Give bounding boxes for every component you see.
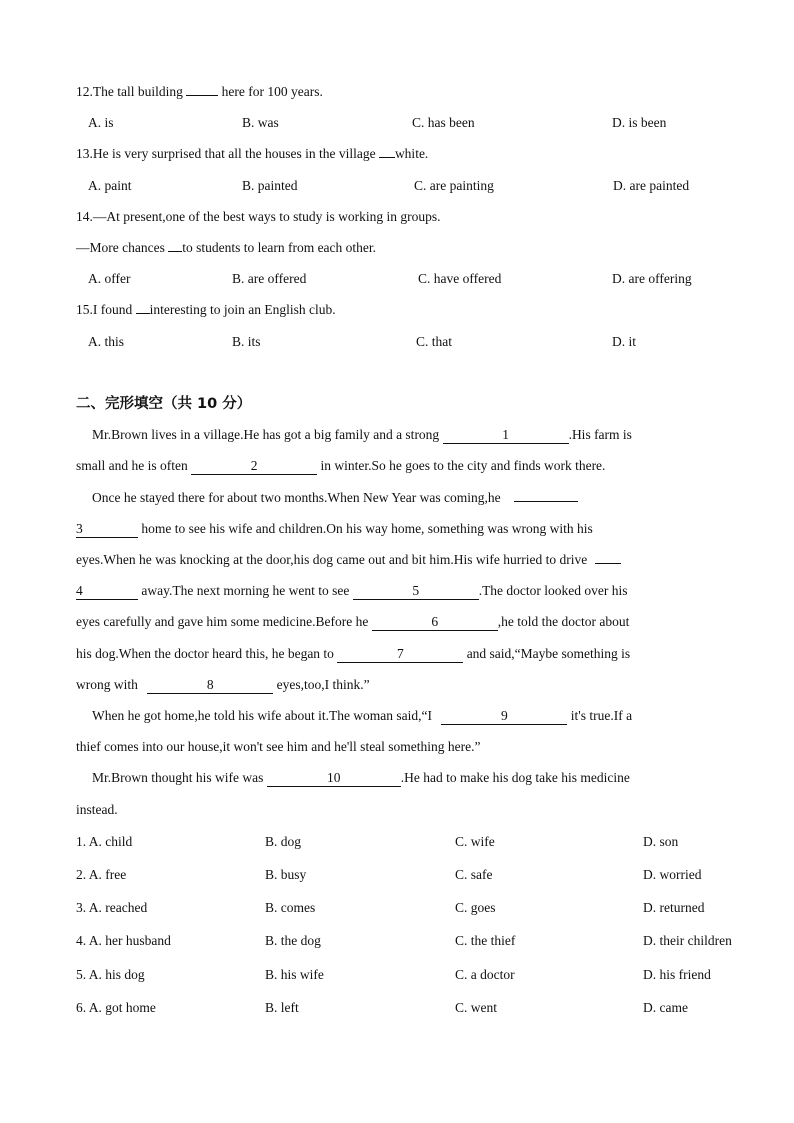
option-c: C. safe	[455, 867, 493, 882]
option-d: D. returned	[643, 900, 705, 915]
option-a: 3. A. reached	[76, 900, 148, 915]
passage-text: Mr.Brown thought his wife was	[92, 770, 264, 785]
cloze-blank-2: 2	[191, 458, 317, 475]
option-b: B. painted	[242, 178, 298, 193]
question-stem-end: white.	[394, 146, 429, 161]
option-a: A. paint	[88, 178, 132, 193]
option-d: D. came	[643, 1000, 688, 1015]
passage-line-8	[76, 644, 630, 664]
option-c: C. goes	[455, 900, 496, 915]
question-15	[76, 300, 336, 320]
question-number: 13.	[76, 146, 93, 161]
option-c: C. that	[416, 334, 452, 349]
option-b: B. dog	[265, 834, 302, 849]
cloze-blank-3: 3	[76, 521, 138, 538]
question-stem-end: here for 100 years.	[221, 84, 323, 99]
passage-line-4	[76, 519, 593, 539]
question-stem: The tall building	[92, 84, 183, 99]
answer-blank	[379, 157, 395, 158]
cloze-options-4	[0, 931, 794, 951]
option-b: B. busy	[265, 867, 307, 882]
answer-blank	[136, 313, 150, 314]
option-c: C. have offered	[418, 271, 502, 286]
passage-line-1	[92, 425, 632, 445]
option-b: B. left	[265, 1000, 299, 1015]
question-15-options	[0, 332, 794, 352]
passage-text: Once he stayed there for about two months.When New Year was coming,he	[92, 490, 501, 505]
option-c: C. wife	[455, 834, 495, 849]
cloze-options-3	[0, 898, 794, 918]
option-d: D. is been	[612, 115, 667, 130]
option-c: C. a doctor	[455, 967, 515, 982]
cloze-options-6	[0, 998, 794, 1018]
passage-text: .The doctor looked over his	[478, 583, 628, 598]
option-b: B. its	[232, 334, 261, 349]
passage-text: .He had to make his dog take his medicine	[400, 770, 630, 785]
question-12-options	[0, 113, 794, 133]
option-a: A. this	[88, 334, 125, 349]
passage-line-6	[76, 581, 628, 601]
question-number: 15.	[76, 302, 93, 317]
cloze-blank-6: 6	[372, 614, 498, 631]
passage-text: eyes,too,I think.”	[276, 677, 370, 692]
passage-text: small and he is often	[76, 458, 188, 473]
passage-line-5	[76, 550, 621, 570]
option-d: D. are painted	[613, 178, 690, 193]
passage-text: Mr.Brown lives in a village.He has got a big family and a strong	[92, 427, 440, 442]
passage-text: instead.	[76, 802, 118, 817]
passage-text: wrong with	[76, 677, 138, 692]
cloze-blank-5: 5	[353, 583, 479, 600]
passage-line-9	[76, 675, 370, 695]
passage-text: thief comes into our house,it won't see him and he'll steal something here.”	[76, 739, 481, 754]
question-number: 14.	[76, 209, 93, 224]
cloze-blank-1: 1	[443, 427, 569, 444]
question-14	[76, 207, 440, 227]
option-a: 1. A. child	[76, 834, 133, 849]
cloze-blank-10: 10	[267, 770, 401, 787]
option-a: A. is	[88, 115, 114, 130]
option-c: C. the thief	[455, 933, 516, 948]
option-a: 4. A. her husband	[76, 933, 171, 948]
cloze-options-5	[0, 965, 794, 985]
section-heading: 二、完形填空（共 10 分）	[76, 396, 252, 412]
passage-text: eyes.When he was knocking at the door,his dog came out and bit him.His wife hurried to drive	[76, 552, 588, 567]
option-b: B. was	[242, 115, 279, 130]
option-a: 6. A. got home	[76, 1000, 156, 1015]
cloze-blank-8: 8	[147, 677, 273, 694]
answer-blank	[186, 95, 218, 96]
question-stem: He is very surprised that all the houses in the village	[92, 146, 376, 161]
question-13	[76, 144, 428, 164]
cloze-blank-7: 7	[337, 646, 463, 663]
question-number: 12.	[76, 84, 93, 99]
passage-line-12	[92, 768, 630, 788]
option-a: 2. A. free	[76, 867, 127, 882]
answer-blank	[168, 251, 182, 252]
question-14-options	[0, 269, 794, 289]
question-stem: —At present,one of the best ways to study is working in groups.	[92, 209, 441, 224]
option-b: B. are offered	[232, 271, 307, 286]
passage-text: in winter.So he goes to the city and finds work there.	[320, 458, 606, 473]
option-d: D. son	[643, 834, 679, 849]
passage-line-10	[92, 706, 632, 726]
cloze-blank-4: 4	[76, 583, 138, 600]
passage-text: home to see his wife and children.On his way home, something was wrong with his	[141, 521, 593, 536]
passage-line-3	[92, 488, 578, 508]
question-stem: —More chances	[76, 240, 165, 255]
question-13-options	[0, 176, 794, 196]
passage-text: .His farm is	[568, 427, 632, 442]
passage-text: his dog.When the doctor heard this, he began to	[76, 646, 334, 661]
question-stem-end: to students to learn from each other.	[182, 240, 377, 255]
passage-line-7	[76, 612, 629, 632]
option-a: A. offer	[88, 271, 131, 286]
question-stem-end: interesting to join an English club.	[149, 302, 336, 317]
option-d: D. it	[612, 334, 637, 349]
question-12	[76, 82, 323, 102]
option-d: D. are offering	[612, 271, 692, 286]
option-b: B. comes	[265, 900, 316, 915]
question-14-line-2	[76, 238, 376, 258]
passage-text: away.The next morning he went to see	[141, 583, 350, 598]
cloze-options-1	[0, 832, 794, 852]
passage-text: eyes carefully and gave him some medicine.Before he	[76, 614, 369, 629]
option-b: B. his wife	[265, 967, 324, 982]
cloze-options-2	[0, 865, 794, 885]
option-d: D. worried	[643, 867, 702, 882]
passage-text: When he got home,he told his wife about it.The woman said,“I	[92, 708, 433, 723]
cloze-blank-9: 9	[441, 708, 567, 725]
question-stem: I found	[92, 302, 133, 317]
passage-line-2	[76, 456, 605, 476]
option-c: C. went	[455, 1000, 497, 1015]
passage-line-13	[76, 800, 118, 820]
passage-text: it's true.If a	[570, 708, 633, 723]
option-d: D. their children	[643, 933, 732, 948]
option-b: B. the dog	[265, 933, 321, 948]
cloze-blank-4-start	[595, 563, 621, 564]
option-a: 5. A. his dog	[76, 967, 145, 982]
option-d: D. his friend	[643, 967, 711, 982]
option-c: C. has been	[412, 115, 475, 130]
passage-text: and said,“Maybe something is	[466, 646, 631, 661]
cloze-blank-3-start	[514, 501, 578, 502]
passage-text: ,he told the doctor about	[497, 614, 630, 629]
option-c: C. are painting	[414, 178, 494, 193]
passage-line-11	[76, 737, 481, 757]
